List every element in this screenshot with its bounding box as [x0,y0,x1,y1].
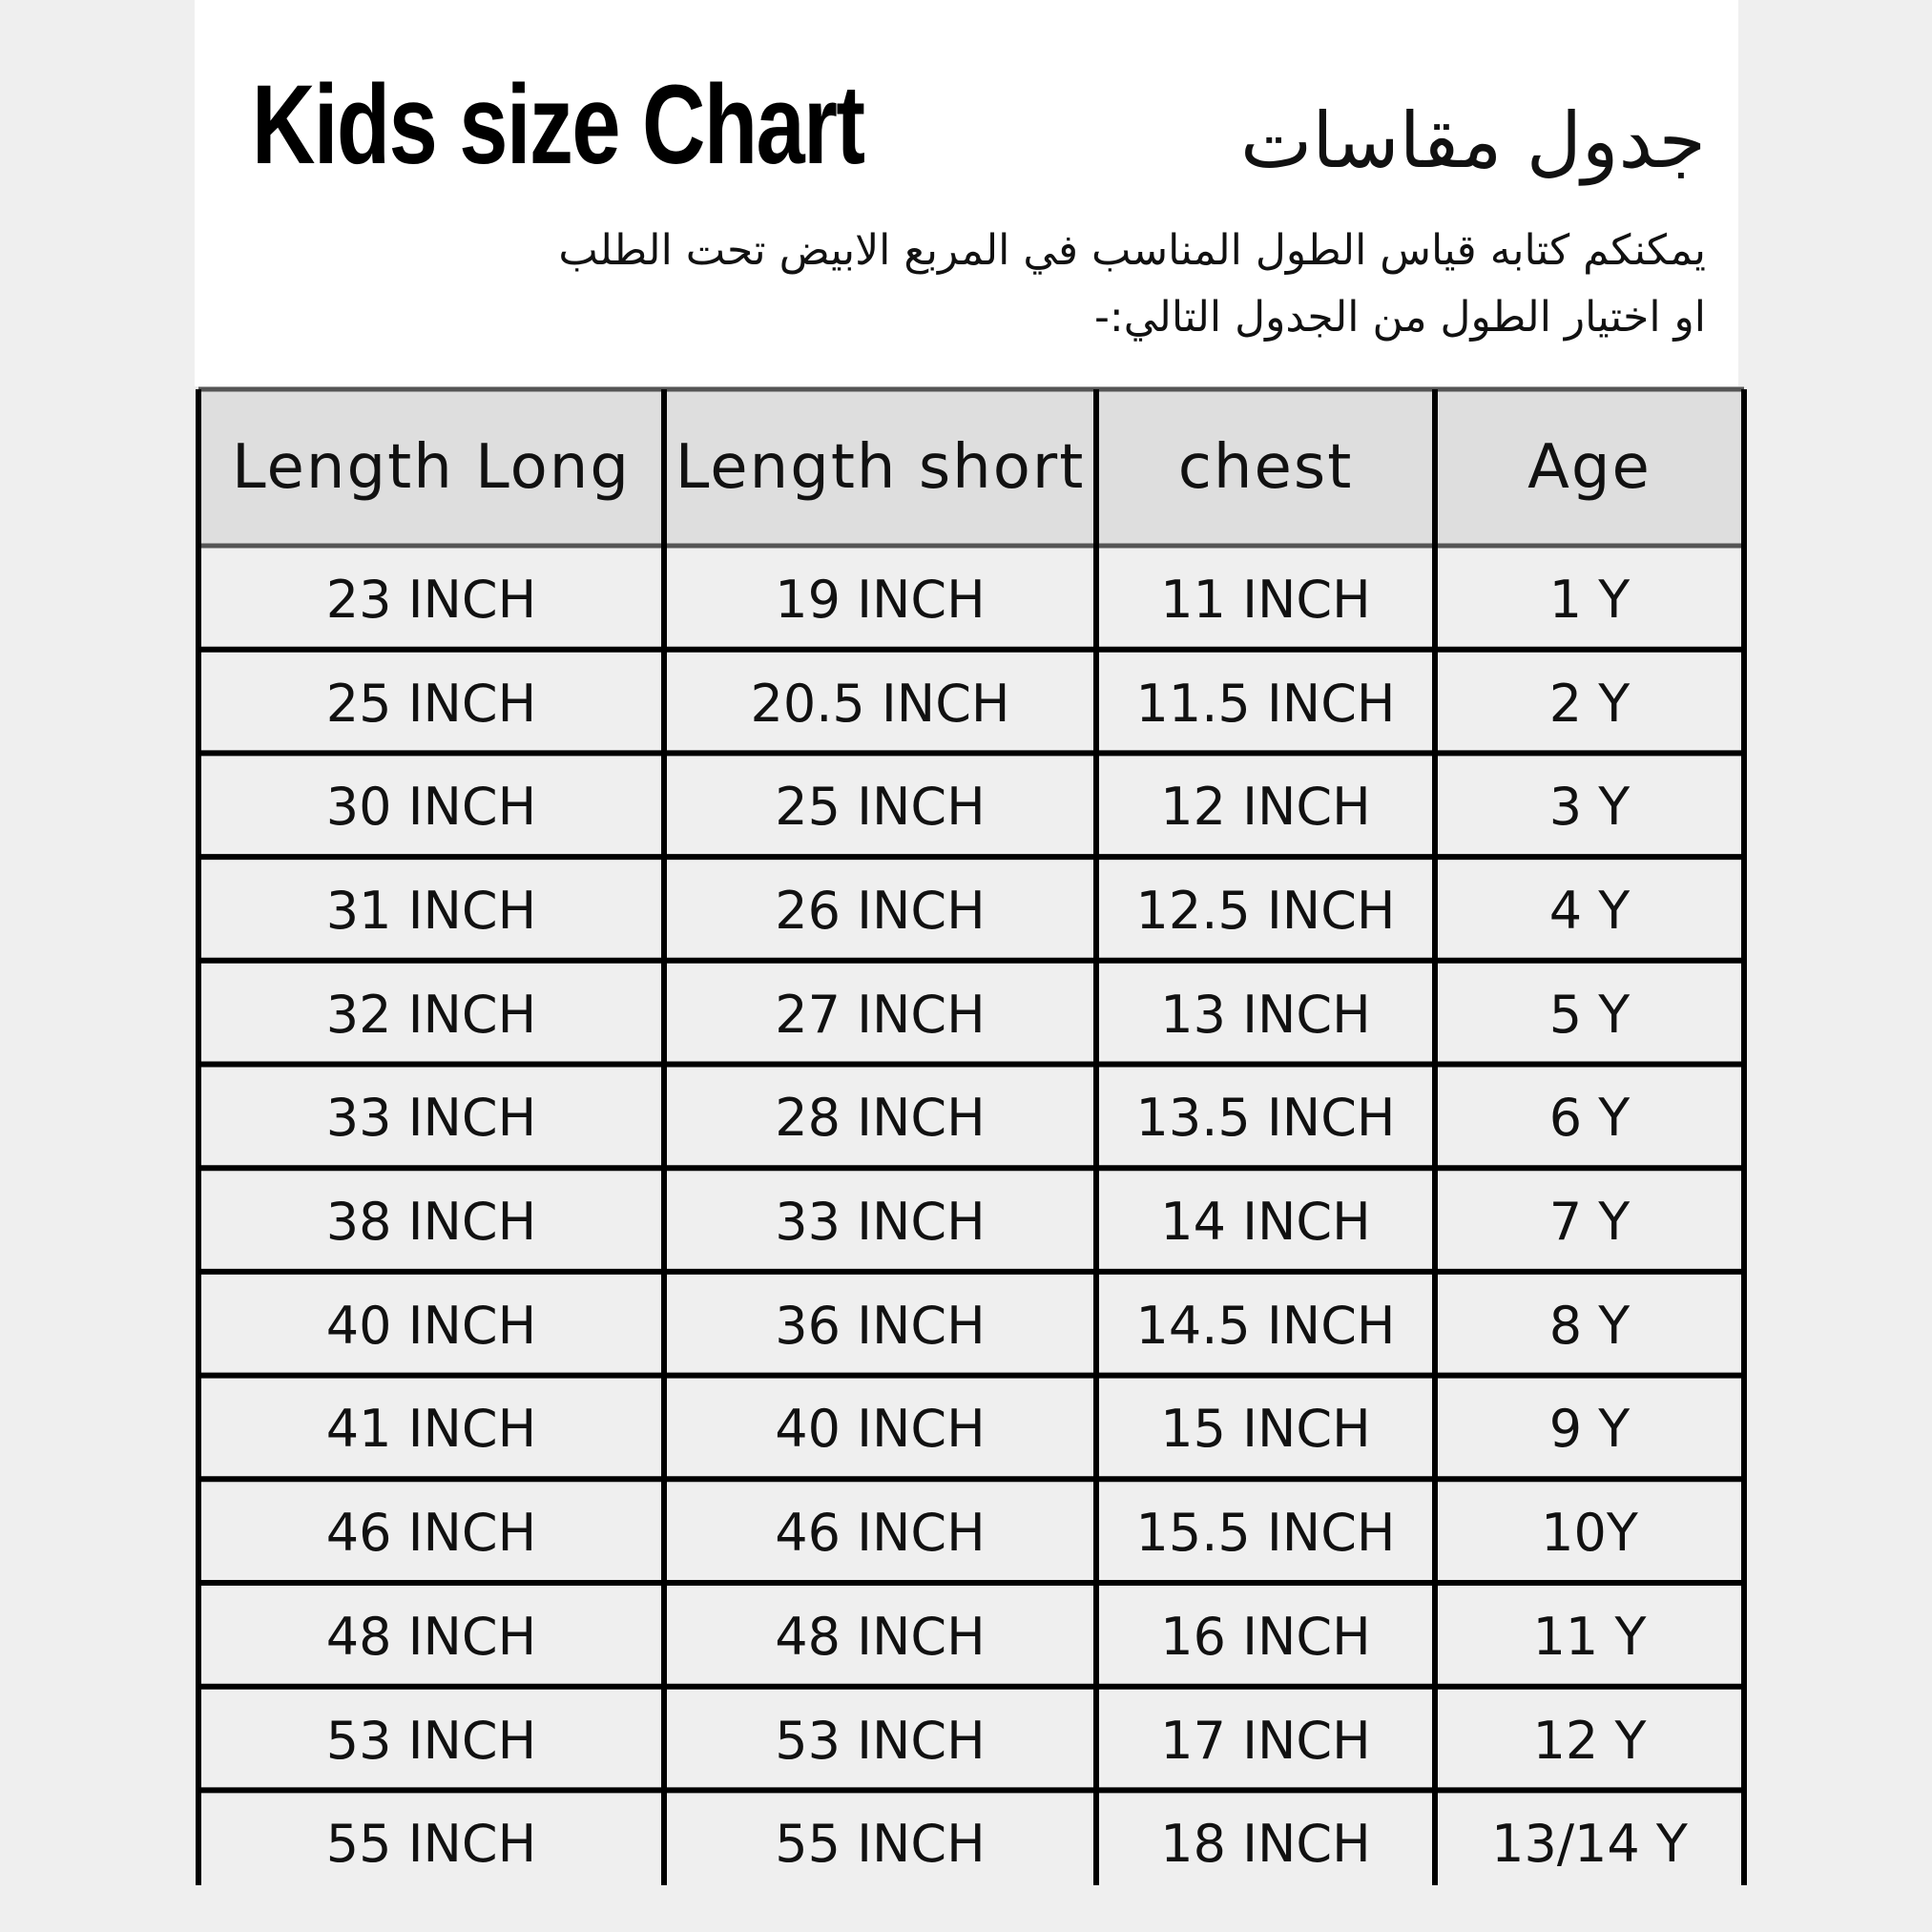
table-cell: 9 Y [1548,1399,1631,1460]
table-cell: 19 INCH [775,569,986,630]
table-cell: 1 Y [1548,569,1631,630]
table-cell: 25 INCH [325,673,537,734]
table-cell: 17 INCH [1160,1710,1371,1771]
table-cell: 32 INCH [325,984,537,1045]
table-cell: 28 INCH [775,1088,986,1149]
size-chart-table [195,385,1748,1885]
table-cell: 5 Y [1548,984,1631,1045]
table-cell: 46 INCH [775,1503,986,1564]
table-cell: 12 INCH [1160,777,1371,838]
table-cell: 26 INCH [775,880,986,941]
table-cell: 14.5 INCH [1135,1295,1396,1356]
table-cell: 13.5 INCH [1135,1088,1396,1149]
table-cell: 18 INCH [1160,1814,1371,1875]
table-cell: 6 Y [1548,1088,1631,1149]
table-cell: 10Y [1541,1503,1638,1564]
table-cell: 53 INCH [325,1710,537,1771]
table-cell: 53 INCH [775,1710,986,1771]
table-cell: 12.5 INCH [1135,880,1396,941]
table-cell: 2 Y [1548,673,1631,734]
table-cell: 3 Y [1548,777,1631,838]
table-cell: 11 INCH [1160,569,1371,630]
table-cell: 40 INCH [325,1295,537,1356]
column-header: Length short [675,432,1086,503]
column-header: chest [1177,432,1354,503]
table-cell: 13 INCH [1160,984,1371,1045]
column-header: Length Long [232,432,631,503]
table-cell: 48 INCH [775,1606,986,1667]
table-cell: 20.5 INCH [750,673,1010,734]
table-cell: 27 INCH [775,984,986,1045]
instructions-line-1: يمكنكم كتابه قياس الطول المناسب في المربع الابيض تحت الطلب [558,226,1706,275]
table-cell: 16 INCH [1160,1606,1371,1667]
table-cell: 33 INCH [775,1192,986,1253]
table-cell: 41 INCH [325,1399,537,1460]
page-title-arabic: جدول مقاسات [1239,96,1706,185]
table-cell: 11 Y [1532,1606,1647,1667]
column-header: Age [1527,432,1652,503]
table-cell: 11.5 INCH [1135,673,1396,734]
table-cell: 14 INCH [1160,1192,1371,1253]
table-cell: 8 Y [1548,1295,1631,1356]
table-cell: 48 INCH [325,1606,537,1667]
table-cell: 55 INCH [325,1814,537,1875]
table-cell: 31 INCH [325,880,537,941]
table-cell: 33 INCH [325,1088,537,1149]
table-cell: 36 INCH [775,1295,986,1356]
table-cell: 15.5 INCH [1135,1503,1396,1564]
table-cell: 7 Y [1548,1192,1631,1253]
table-cell: 13/14 Y [1491,1814,1688,1875]
table-cell: 4 Y [1548,880,1631,941]
table-cell: 40 INCH [775,1399,986,1460]
table-cell: 15 INCH [1160,1399,1371,1460]
table-cell: 25 INCH [775,777,986,838]
table-cell: 12 Y [1532,1710,1647,1771]
table-cell: 38 INCH [325,1192,537,1253]
table-cell: 23 INCH [325,569,537,630]
table-cell: 30 INCH [325,777,537,838]
instructions-arabic [558,218,1706,351]
page-title-english: Kids size Chart [252,62,864,188]
instructions-line-2: او اختيار الطول من الجدول التالي:- [1094,293,1706,342]
table-cell: 55 INCH [775,1814,986,1875]
table-cell: 46 INCH [325,1503,537,1564]
